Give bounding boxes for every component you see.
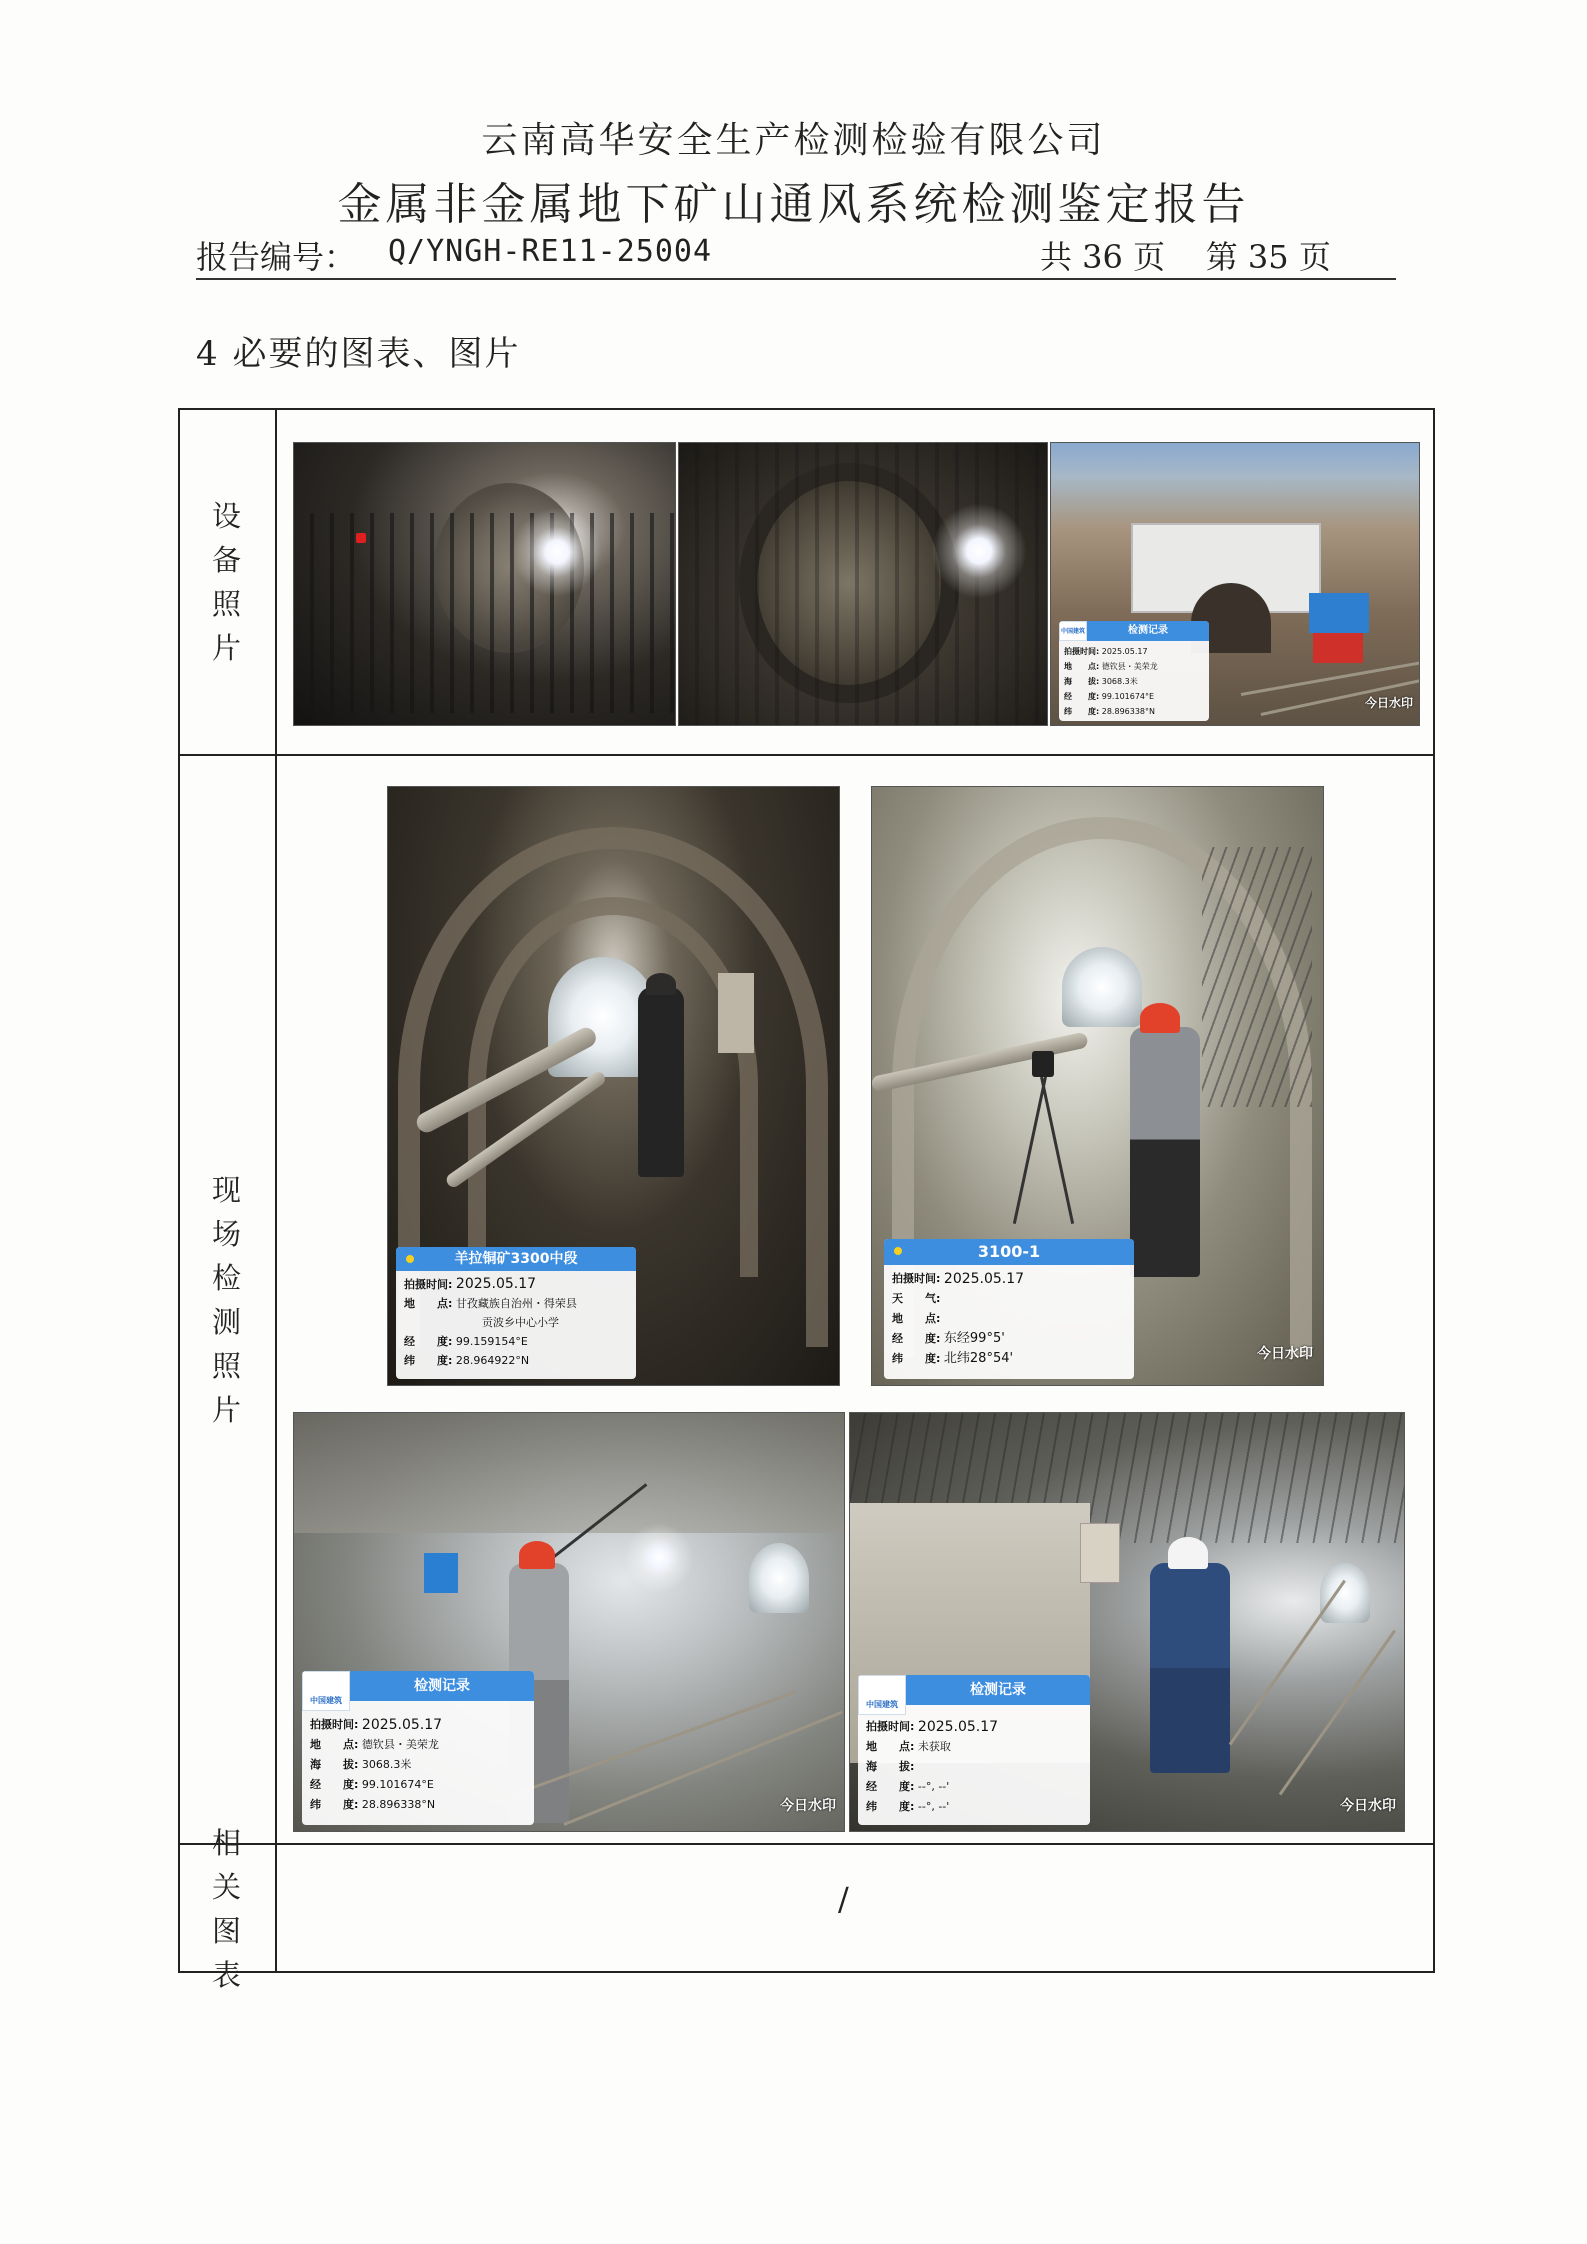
- worker-helmet: [646, 973, 676, 995]
- sign-board: [1309, 593, 1369, 633]
- warning-panel: [1313, 633, 1363, 663]
- watermark-field: 海 拔: 3068.3米: [310, 1758, 412, 1771]
- wall-sign: [424, 1553, 458, 1593]
- page-counter: 共 36 页 第 35 页: [1040, 238, 1331, 276]
- worker-figure: [638, 987, 684, 1177]
- company-logo: 中国建筑: [1059, 621, 1087, 641]
- watermark-field: 拍摄时间: 2025.05.17: [892, 1271, 1025, 1287]
- photo-watermark-card: 中国建筑 检测记录 拍摄时间: 2025.05.17 地 点: 德钦县・美荣龙 海 拔: 3068.3米 经 度: 99.101674°E 纬 度: 28.896338°N: [302, 1671, 534, 1825]
- watermark-field: 拍摄时间: 2025.05.17: [310, 1717, 443, 1733]
- lamp-glare: [512, 507, 602, 597]
- watermark-field: 拍摄时间: 2025.05.17: [1064, 647, 1148, 656]
- photo-watermark-card: 3100-1 拍摄时间: 2025.05.17 天 气: 地 点: 经 度: 东经99°5' 纬 度: 北纬28°54': [884, 1239, 1134, 1379]
- photo-watermark-card: 中国建筑 检测记录 拍摄时间: 2025.05.17 地 点: 德钦县・美荣龙 海 拔: 3068.3米 经 度: 99.101674°E 纬 度: 28.896338°N: [1059, 621, 1209, 721]
- watermark-field: 地 点: 甘孜藏族自治州・得荣县: [404, 1297, 577, 1310]
- related-charts-value: /: [838, 1880, 849, 1918]
- equipment-photo-mine-entrance: [1050, 442, 1420, 726]
- watermark-field: 经 度: 99.101674°E: [310, 1778, 434, 1791]
- report-title: 金属非金属地下矿山通风系统检测鉴定报告: [337, 179, 1250, 230]
- lamp-glare: [931, 503, 1027, 599]
- tunnel-exit: [1062, 947, 1142, 1027]
- location-dot-icon: [406, 1255, 414, 1263]
- lamp-glare: [624, 1523, 694, 1593]
- tunnel-roof: [294, 1413, 845, 1533]
- watermark-field: 地 点: 德钦县・美荣龙: [310, 1738, 439, 1751]
- worker-helmet: [1140, 1003, 1180, 1033]
- location-dot-icon: [894, 1247, 902, 1255]
- section-heading: 4 必要的图表、图片: [196, 334, 521, 374]
- worker-figure: [1130, 1027, 1200, 1277]
- report-number-label: 报告编号：: [196, 238, 357, 276]
- header-divider: [196, 278, 1396, 280]
- table-row-divider: [178, 1843, 1435, 1845]
- watermark-field: 经 度: 东经99°5': [892, 1331, 1005, 1346]
- worker-figure: [1150, 1563, 1230, 1773]
- watermark-field: 经 度: --°, --': [866, 1780, 950, 1793]
- measuring-instrument: [1032, 1051, 1054, 1077]
- watermark-field: 地 点:: [892, 1312, 941, 1325]
- field-photo-recording: [849, 1412, 1405, 1832]
- watermark-field: 拍摄时间: 2025.05.17: [404, 1276, 537, 1292]
- watermark-field: 贡波乡中心小学: [482, 1316, 559, 1329]
- equipment-photo-fan: [293, 442, 676, 726]
- tunnel-exit: [1320, 1563, 1370, 1623]
- row-label-equipment-photos: 设备照片: [211, 499, 241, 665]
- watermark-field: 纬 度: 北纬28°54': [892, 1351, 1014, 1366]
- company-logo: 中国建筑: [302, 1671, 350, 1711]
- photo-watermark-card: 中国建筑 检测记录 拍摄时间: 2025.05.17 地 点: 未获取 海 拔: 经 度: --°, --' 纬 度: --°, --': [858, 1675, 1090, 1825]
- brand-watermark: 今日水印: [1340, 1798, 1396, 1814]
- field-photo-tunnel-3300: [387, 786, 840, 1386]
- brand-watermark: 今日水印: [780, 1798, 836, 1814]
- row-label-related-charts: 相关图表: [211, 1826, 241, 1992]
- indicator-light: [356, 533, 366, 543]
- brand-watermark: 今日水印: [1257, 1346, 1313, 1362]
- watermark-field: 地 点: 德钦县・美荣龙: [1064, 662, 1158, 671]
- watermark-field: 纬 度: 28.896338°N: [310, 1798, 436, 1811]
- watermark-field: 拍摄时间: 2025.05.17: [866, 1719, 999, 1735]
- watermark-field: 经 度: 99.101674°E: [1064, 692, 1155, 701]
- table-row-divider: [178, 754, 1435, 756]
- watermark-field: 天 气:: [892, 1292, 941, 1305]
- watermark-field: 经 度: 99.159154°E: [404, 1335, 528, 1348]
- equipment-photo-fan-duct: [678, 442, 1048, 726]
- watermark-field: 纬 度: 28.964922°N: [404, 1354, 530, 1367]
- field-photo-tunnel-3100-1: [871, 786, 1324, 1386]
- photo-watermark-card: 羊拉铜矿3300中段 拍摄时间: 2025.05.17 地 点: 甘孜藏族自治州・得荣县 贡波乡中心小学 经 度: 99.159154°E 纬 度: 28.964922°N: [396, 1247, 636, 1379]
- watermark-field: 海 拔:: [866, 1760, 915, 1773]
- company-logo: 中国建筑: [858, 1675, 906, 1715]
- cable-bundle: [1202, 847, 1312, 1107]
- table-column-divider: [275, 408, 277, 1973]
- field-photo-overhead-measure: [293, 1412, 845, 1832]
- watermark-field: 纬 度: --°, --': [866, 1800, 950, 1813]
- report-number: Q/YNGH-RE11-25004: [388, 234, 713, 269]
- wall-sign: [718, 973, 754, 1053]
- brand-watermark: 今日水印: [1364, 696, 1413, 710]
- watermark-field: 纬 度: 28.896338°N: [1064, 707, 1155, 716]
- tunnel-exit: [749, 1543, 809, 1613]
- watermark-field: 海 拔: 3068.3米: [1064, 677, 1138, 686]
- wall-box: [1080, 1523, 1120, 1583]
- watermark-field: 地 点: 未获取: [866, 1740, 951, 1753]
- company-name: 云南高华安全生产检测检验有限公司: [481, 120, 1106, 161]
- worker-helmet: [1168, 1537, 1208, 1569]
- row-label-field-photos: 现场检测照片: [211, 1172, 241, 1427]
- safety-grating: [294, 513, 676, 713]
- worker-helmet: [519, 1541, 555, 1569]
